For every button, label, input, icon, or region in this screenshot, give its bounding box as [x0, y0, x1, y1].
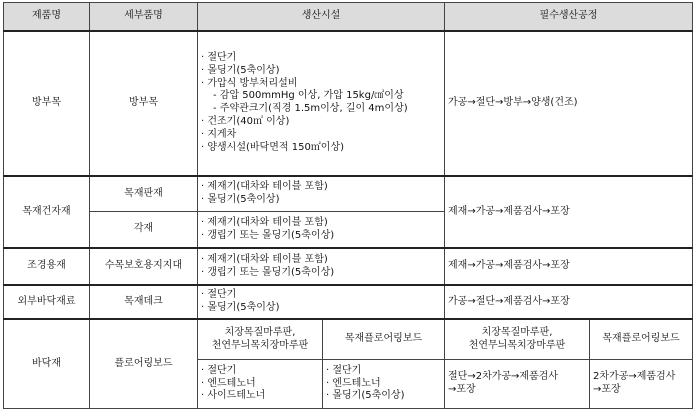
process-cell: 제재→가공→제품검사→포장 — [445, 176, 693, 248]
facility-item: · 제재기(대차와 테이블 포함) — [201, 253, 328, 265]
facility-item: · 갱립기 또는 몰딩기(5축이상) — [201, 266, 335, 278]
header-row — [4, 3, 693, 31]
facility-cell — [198, 285, 445, 319]
detail-cell: 방부목 — [90, 31, 198, 176]
table-row — [4, 319, 693, 359]
facility-cell — [198, 359, 323, 408]
facility-item: · 사이드테노너 — [201, 390, 266, 402]
facility-item: · 양생시설(바닥면적 150㎡이상) — [201, 141, 345, 153]
facility-item: · 건조기(40㎥ 이상) — [201, 115, 290, 127]
detail-cell: 수목보호용지지대 — [90, 248, 198, 285]
header-process: 필수생산공정 — [445, 3, 693, 31]
facility-item: · 제재기(대차와 테이블 포함) — [201, 216, 328, 228]
product-cell: 외부바닥재료 — [4, 285, 90, 319]
detail-cell: 각재 — [90, 212, 198, 248]
facility-cell — [198, 212, 445, 248]
facility-subheader: 치장목질마루판, 천연무늬목치장마루판 — [198, 319, 323, 359]
table-row — [4, 285, 693, 319]
facility-item: · 몰딩기(5축이상) — [326, 390, 405, 402]
facility-item: · 지게차 — [201, 128, 237, 140]
header-product: 제품명 — [4, 3, 90, 31]
facility-item: · 가압식 방부처리설비 — [201, 77, 298, 89]
table-row — [4, 176, 693, 212]
facility-item: · 절단기 — [201, 52, 237, 63]
process-subheader: 치장목질마루판, 천연무늬목치장마루판 — [445, 319, 590, 359]
facility-cell — [198, 31, 445, 176]
process-cell: 제재→가공→제품검사→포장 — [445, 248, 693, 285]
facility-item: · 엔드테노너 — [326, 377, 381, 389]
production-facility-table — [3, 2, 693, 409]
process-cell: 가공→절단→제품검사→포장 — [445, 285, 693, 319]
table-row — [4, 31, 693, 176]
detail-cell: 플로어링보드 — [90, 319, 198, 408]
facility-item: · 절단기 — [201, 289, 237, 301]
table-row — [4, 248, 693, 285]
header-detail: 세부품명 — [90, 3, 198, 31]
detail-cell: 목재데크 — [90, 285, 198, 319]
detail-cell: 목재판재 — [90, 176, 198, 212]
process-subheader: 목재플로어링보드 — [590, 319, 693, 359]
facility-item: · 몰딩기(5축이상) — [201, 194, 280, 206]
facility-subitem: - 주약관크기(직경 1.5m이상, 길이 4m이상) — [213, 103, 408, 115]
facility-subitem: - 감압 500mmHg 이상, 가압 15kg/㎠이상 — [213, 90, 404, 102]
facility-item: · 몰딩기(5축이상) — [201, 302, 280, 314]
product-cell: 방부목 — [4, 31, 90, 176]
spec-table-wrapper — [3, 2, 692, 409]
process-cell: 절단→2차가공→제품검사 →포장 — [445, 359, 590, 408]
facility-cell — [198, 248, 445, 285]
product-cell: 조경용재 — [4, 248, 90, 285]
facility-item: · 엔드테노너 — [201, 377, 256, 389]
facility-item: · 제재기(대차와 테이블 포함) — [201, 181, 328, 193]
facility-item: · 절단기 — [326, 364, 362, 376]
facility-item: · 절단기 — [201, 364, 237, 376]
product-cell: 목재건자재 — [4, 176, 90, 248]
facility-cell — [198, 176, 445, 212]
facility-item: · 몰딩기(5축이상) — [201, 64, 280, 76]
facility-cell — [323, 359, 445, 408]
facility-item: · 갱립기 또는 몰딩기(5축이상) — [201, 229, 335, 241]
process-cell: 2차가공→제품검사 →포장 — [590, 359, 693, 408]
header-facility: 생산시설 — [198, 3, 445, 31]
process-cell: 가공→절단→방부→양생(건조) — [445, 31, 693, 176]
facility-subheader: 목재플로어링보드 — [323, 319, 445, 359]
product-cell: 바닥재 — [4, 319, 90, 408]
